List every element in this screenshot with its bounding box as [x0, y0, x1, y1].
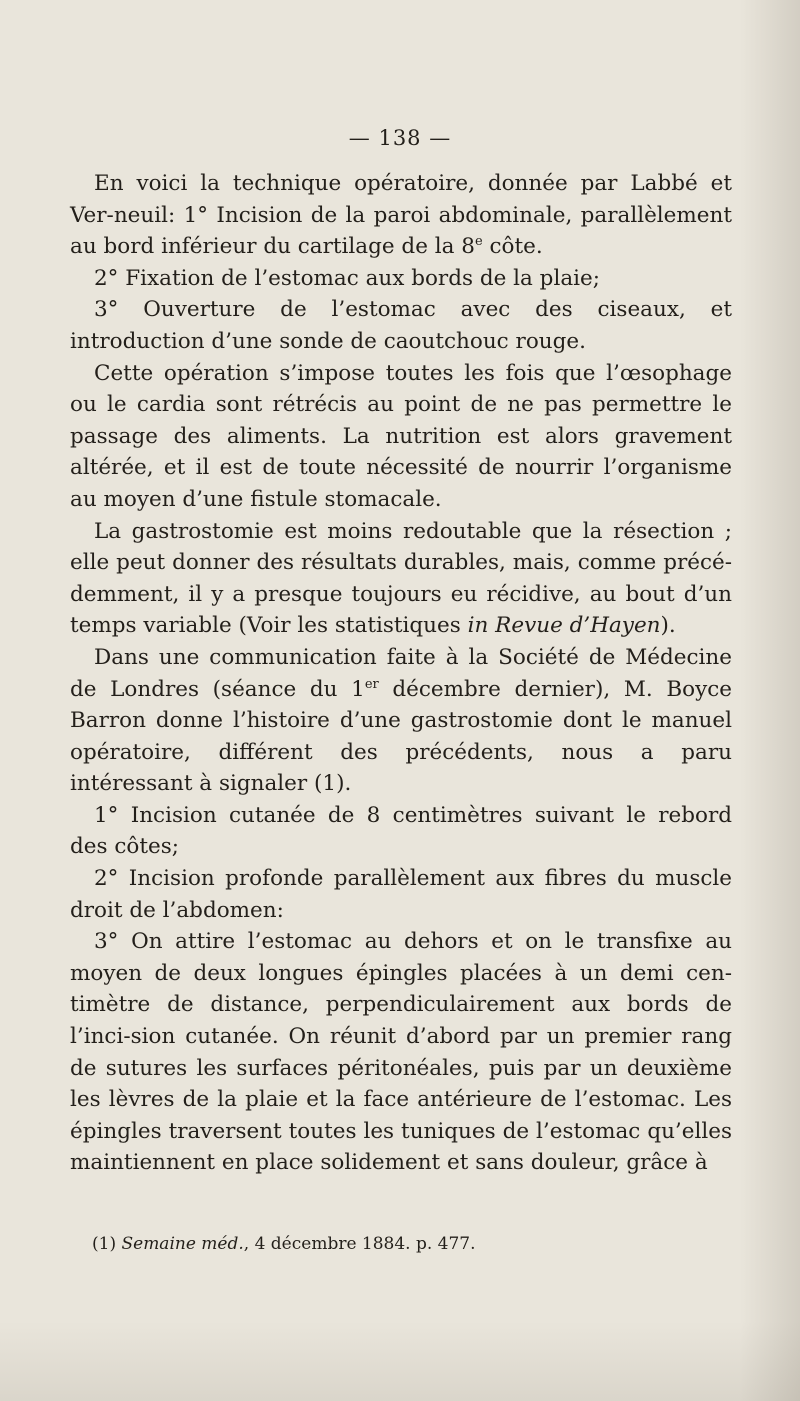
footnote: (1) Semaine méd., 4 décembre 1884. p. 477.	[92, 1234, 476, 1254]
paragraph-indication: Cette opération s’impose toutes les fois que l’œsophage ou le cardia sont rétrécis au point de ne pas permettre le passage des aliments. La nutrition est alors gravement altérée, et il est de toute nécessité de nourrir l’organisme au moyen d’une fistule stomacale.	[70, 360, 732, 512]
page-number: — 138 —	[348, 126, 452, 150]
paragraph-gastrostomie: La gastrostomie est moins redoutable que la résection ; elle peut donner des résultats durables, mais, comme précé-demment, il y a presque toujours eu récidive, au bout d’un temps variable (Voir les statistiques in Revue d’Hayen).	[70, 518, 732, 639]
paragraph-communication: Dans une communication faite à la Société de Médecine de Londres (séance du 1er décembre dernier), M. Boyce Barron donne l’histoire d’une gastrostomie dont le manuel opératoire, différent des précédents, nous a paru intéressant à signaler (1).	[70, 644, 732, 797]
paragraph-step-3: 3° Ouverture de l’estomac avec des ciseaux, et introduction d’une sonde de caoutchouc rouge.	[70, 297, 732, 354]
paragraph-technique: En voici la technique opératoire, donnée par Labbé et Ver-neuil: 1° Incision de la paroi abdominale, parallèlement au bord inférieur du cartilage de la 8e côte.	[70, 171, 732, 260]
page-bottom-shadow	[0, 1321, 800, 1401]
paragraph-step-2-incision: 2° Incision profonde parallèlement aux fibres du muscle droit de l’abdomen:	[70, 866, 732, 923]
paragraph-step-1-incision: 1° Incision cutanée de 8 centimètres suivant le rebord des côtes;	[70, 802, 732, 860]
paragraph-step-3-transfixion: 3° On attire l’estomac au dehors et on le transfixe au moyen de deux longues épingles placées à un demi cen-timètre de distance, perpendiculairement aux bords de l’inci-sion cutanée. On réunit d’abord par un premier rang de sutures les surfaces péritonéales, puis par un deuxième les lèvres de la plaie et la face antérieure de l’estomac. Les épingles traversent toutes les tuniques de l’estomac qu’elles maintiennent en place solidement et sans douleur, grâce à	[70, 929, 732, 1176]
paragraph-step-2: 2° Fixation de l’estomac aux bords de la plaie;	[94, 265, 600, 291]
body-text	[70, 168, 732, 1179]
page-edge-shadow	[740, 0, 800, 1401]
